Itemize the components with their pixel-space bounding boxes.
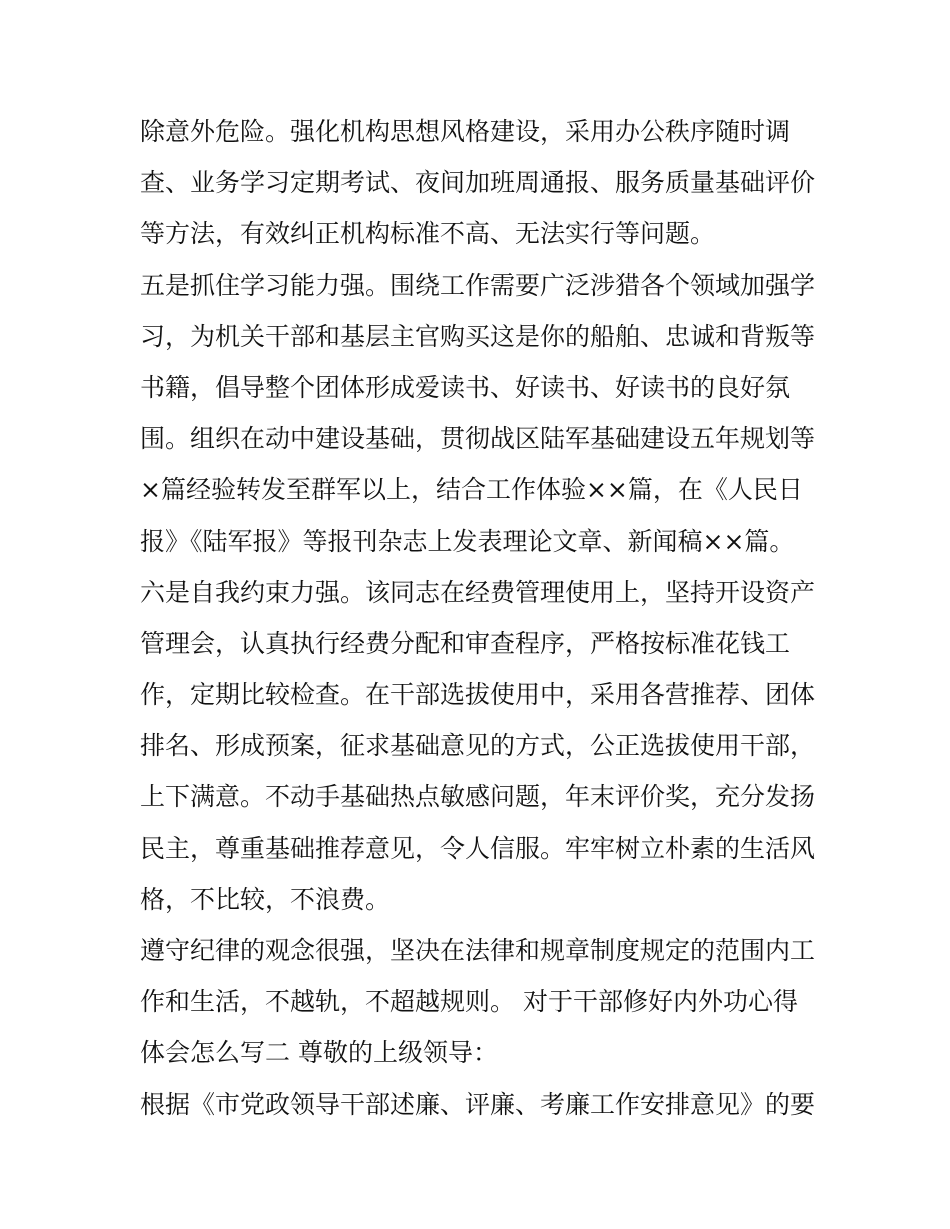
text-line: ×篇经验转发至群军以上，结合工作体验××篇，在《人民日 xyxy=(140,475,803,505)
text-line: 根据《市党政领导干部述廉、评廉、考廉工作安排意见》的要 xyxy=(140,1089,816,1119)
text-line: 六是自我约束力强。该同志在经费管理使用上，坚持开设资产 xyxy=(140,577,816,607)
text-line: 书籍，倡导整个团体形成爱读书、好读书、好读书的良好氛 xyxy=(140,372,791,402)
text-line: 五是抓住学习能力强。围绕工作需要广泛涉猎各个领域加强学 xyxy=(140,270,816,300)
text-line: 格，不比较，不浪费。 xyxy=(140,884,391,914)
text-line: 除意外危险。强化机构思想风格建设，采用办公秩序随时调 xyxy=(140,117,791,146)
text-line: 上下满意。不动手基础热点敏感问题，年末评价奖，充分发扬 xyxy=(140,782,816,812)
text-line: 报》《陆军报》等报刊杂志上发表理论文章、新闻稿××篇。 xyxy=(140,526,795,556)
text-line: 等方法，有效纠正机构标准不高、无法实行等问题。 xyxy=(140,219,716,249)
text-line: 作和生活，不越轨，不超越规则。 对于干部修好内外功心得 xyxy=(140,987,798,1017)
text-line: 民主，尊重基础推荐意见，令人信服。牢牢树立朴素的生活风 xyxy=(140,833,816,863)
text-line: 作，定期比较检查。在干部选拔使用中，采用各营推荐、团体 xyxy=(140,680,816,710)
text-line: 遵守纪律的观念很强，坚决在法律和规章制度规定的范围内工 xyxy=(140,936,816,965)
text-line: 习，为机关干部和基层主官购买这是你的船舶、忠诚和背叛等 xyxy=(140,321,816,351)
text-line: 查、业务学习定期考试、夜间加班周通报、服务质量基础评价 xyxy=(140,168,816,198)
text-line: 管理会，认真执行经费分配和审查程序，严格按标准花钱工 xyxy=(140,628,791,658)
text-line: 排名、形成预案，征求基础意见的方式，公正选拔使用干部， xyxy=(140,731,816,761)
text-line: 体会怎么写二 尊敬的上级领导： xyxy=(140,1038,498,1068)
body-text xyxy=(140,106,820,1130)
text-line: 围。组织在动中建设基础，贯彻战区陆军基础建设五年规划等 xyxy=(140,424,816,454)
